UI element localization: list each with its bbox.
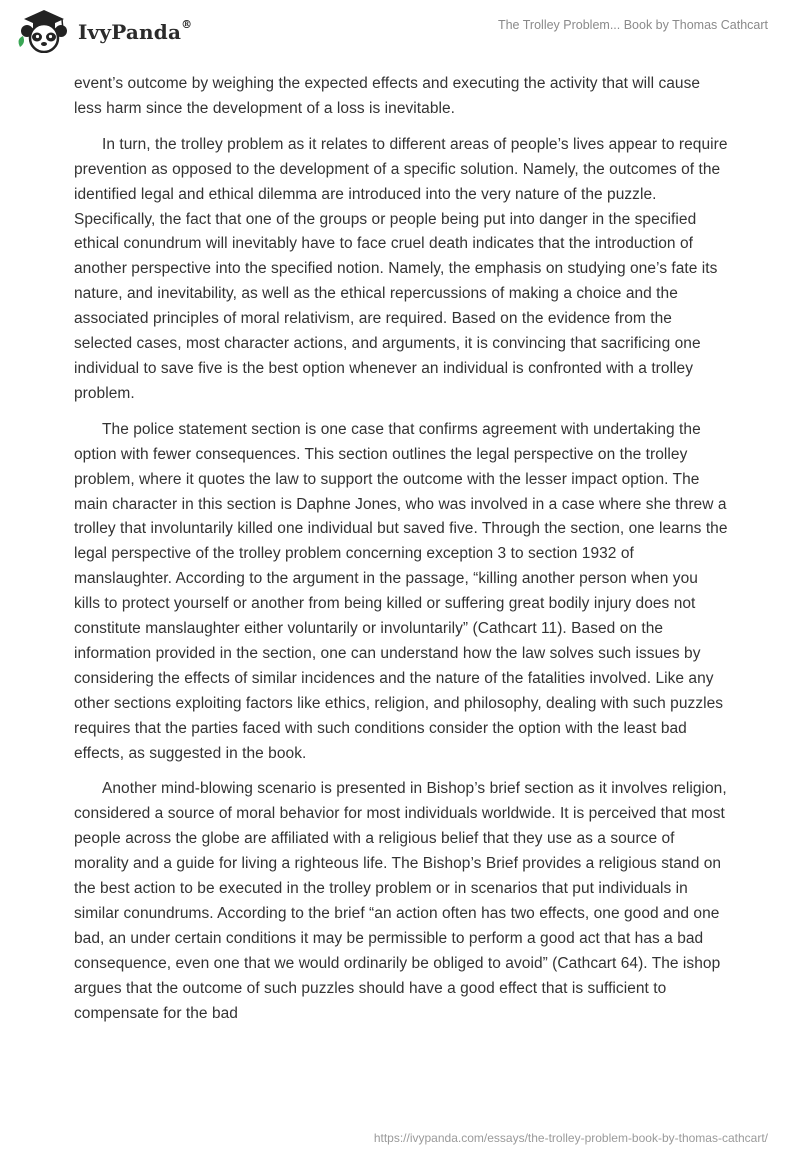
essay-body bbox=[74, 72, 728, 1038]
paragraph-3: The police statement section is one case that confirms agreement with undertaking the option with fewer consequences. This section outlines the legal perspective on the trolley problem, where it quotes the law to support the outcome with the lesser impact option. The main character in this section is Daphne Jones, who was involved in a case where she threw a trolley that involuntarily killed one individual but saved five. Through the section, one learns the legal perspective of the trolley problem concerning exception 3 to section 1932 of manslaughter. According to the argument in the passage, “killing another person when you kills to protect yourself or another from being killed or suffering great bodily injury does not constitute manslaughter either voluntarily or involuntarily” (Cathcart 11). Based on the information provided in the section, one can understand how the law solves such issues by considering the effects of similar incidences and the nature of the fatalities involved. Like any other sections exploiting factors like ethics, religion, and philosophy, dealing with such puzzles requires that the parties faced with such conditions consider the option with the least bad effects, as suggested in the book. bbox=[74, 420, 728, 762]
paragraph-2: In turn, the trolley problem as it relates to different areas of people’s lives appear to require prevention as opposed to the development of a specific solution. Namely, the outcomes of the identified legal and ethical dilemma are introduced into the very nature of the puzzle. Specifically, the fact that one of the groups or people being put into danger in the specified ethical conundrum will inevitably have to face cruel death indicates that the introduction of another perspective into the specified notion. Namely, the emphasis on studying one’s fate its nature, and inevitability, as well as the ethical repercussions of making a choice and the associated principles of moral relativism, are required. Based on the evidence from the selected cases, most character actions, and arguments, it is convincing that sacrificing one individual to save five is the best option whenever an individual is confronted with a trolley problem. bbox=[74, 135, 728, 402]
ivypanda-logo-icon[interactable] bbox=[14, 7, 78, 53]
source-url-link[interactable]: https://ivypanda.com/essays/the-trolley-problem-book-by-thomas-cathcart/ bbox=[373, 1131, 768, 1145]
page-header bbox=[0, 0, 800, 64]
paragraph-1: event’s outcome by weighing the expected effects and executing the activity that will cause less harm since the development of a loss is inevitable. bbox=[74, 75, 701, 117]
paragraph-4: Another mind-blowing scenario is presented in Bishop’s brief section as it involves religion, considered a source of moral behavior for most individuals worldwide. It is perceived that most people across the globe are affiliated with a religious belief that they use as a source of morality and a guide for living a righteous life. The Bishop’s Brief provides a religious stand on the best action to be executed in the trolley problem or in scenarios that put individuals in similar conundrums. According to the brief “an action often has two effects, one good and one bad, an under certain conditions it may be permissible to perform a good act that has a bad consequence, even one that we would ordinarily be obliged to avoid” (Cathcart 64). The ishop argues that the outcome of such puzzles should have a good effect that is sufficient to compensate for the bad bbox=[74, 780, 727, 1022]
document-title: The Trolley Problem... Book by Thomas Cathcart bbox=[497, 18, 768, 32]
brand-name[interactable]: IvyPanda® bbox=[78, 18, 193, 44]
